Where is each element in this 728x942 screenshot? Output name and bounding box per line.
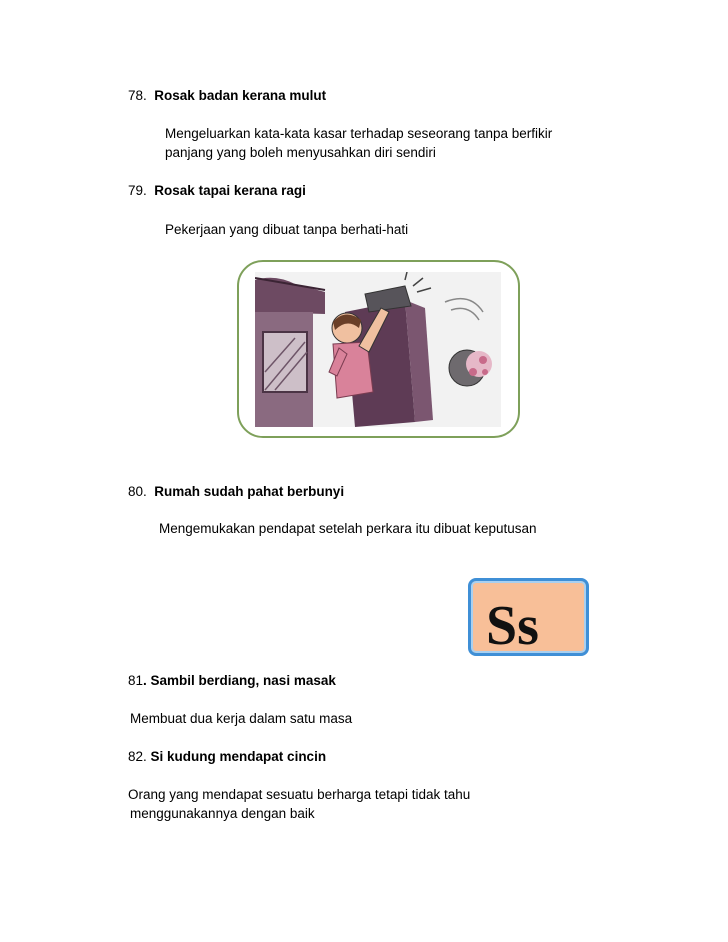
entry-80-meaning-1: Mengemukakan pendapat setelah perkara itu dibuat keputusan xyxy=(159,521,537,536)
entry-number: 80. xyxy=(128,484,147,499)
entry-82-meaning-1: Orang yang mendapat sesuatu berharga tetapi tidak tahu xyxy=(128,787,471,802)
entry-title: Si kudung mendapat cincin xyxy=(150,749,327,764)
entry-title: . Sambil berdiang, nasi masak xyxy=(143,673,336,688)
letter-badge-text: Ss xyxy=(486,595,539,657)
entry-81-heading xyxy=(128,673,336,688)
entry-78-meaning-1: Mengeluarkan kata-kata kasar terhadap seseorang tanpa berfikir xyxy=(165,126,553,141)
entry-title: Rosak tapai kerana ragi xyxy=(154,183,306,198)
entry-80-heading xyxy=(128,484,344,499)
entry-number: 78. xyxy=(128,88,147,103)
entry-81-meaning-1: Membuat dua kerja dalam satu masa xyxy=(130,711,353,726)
entry-82-heading xyxy=(128,749,326,764)
entry-79-heading xyxy=(128,183,306,198)
entry-82-meaning-2: menggunakannya dengan baik xyxy=(130,806,315,821)
boy-hitting-wall-illustration xyxy=(255,272,501,427)
entry-title: Rumah sudah pahat berbunyi xyxy=(154,484,345,499)
entry-number: 79. xyxy=(128,183,147,198)
entry-79-meaning-1: Pekerjaan yang dibuat tanpa berhati-hati xyxy=(165,222,409,237)
entry-title: Rosak badan kerana mulut xyxy=(154,88,327,103)
entry-78-meaning-2: panjang yang boleh menyusahkan diri sendiri xyxy=(165,145,436,160)
entry-number: 81 xyxy=(128,673,144,688)
entry-78-heading xyxy=(128,88,326,103)
entry-number: 82. xyxy=(128,749,147,764)
